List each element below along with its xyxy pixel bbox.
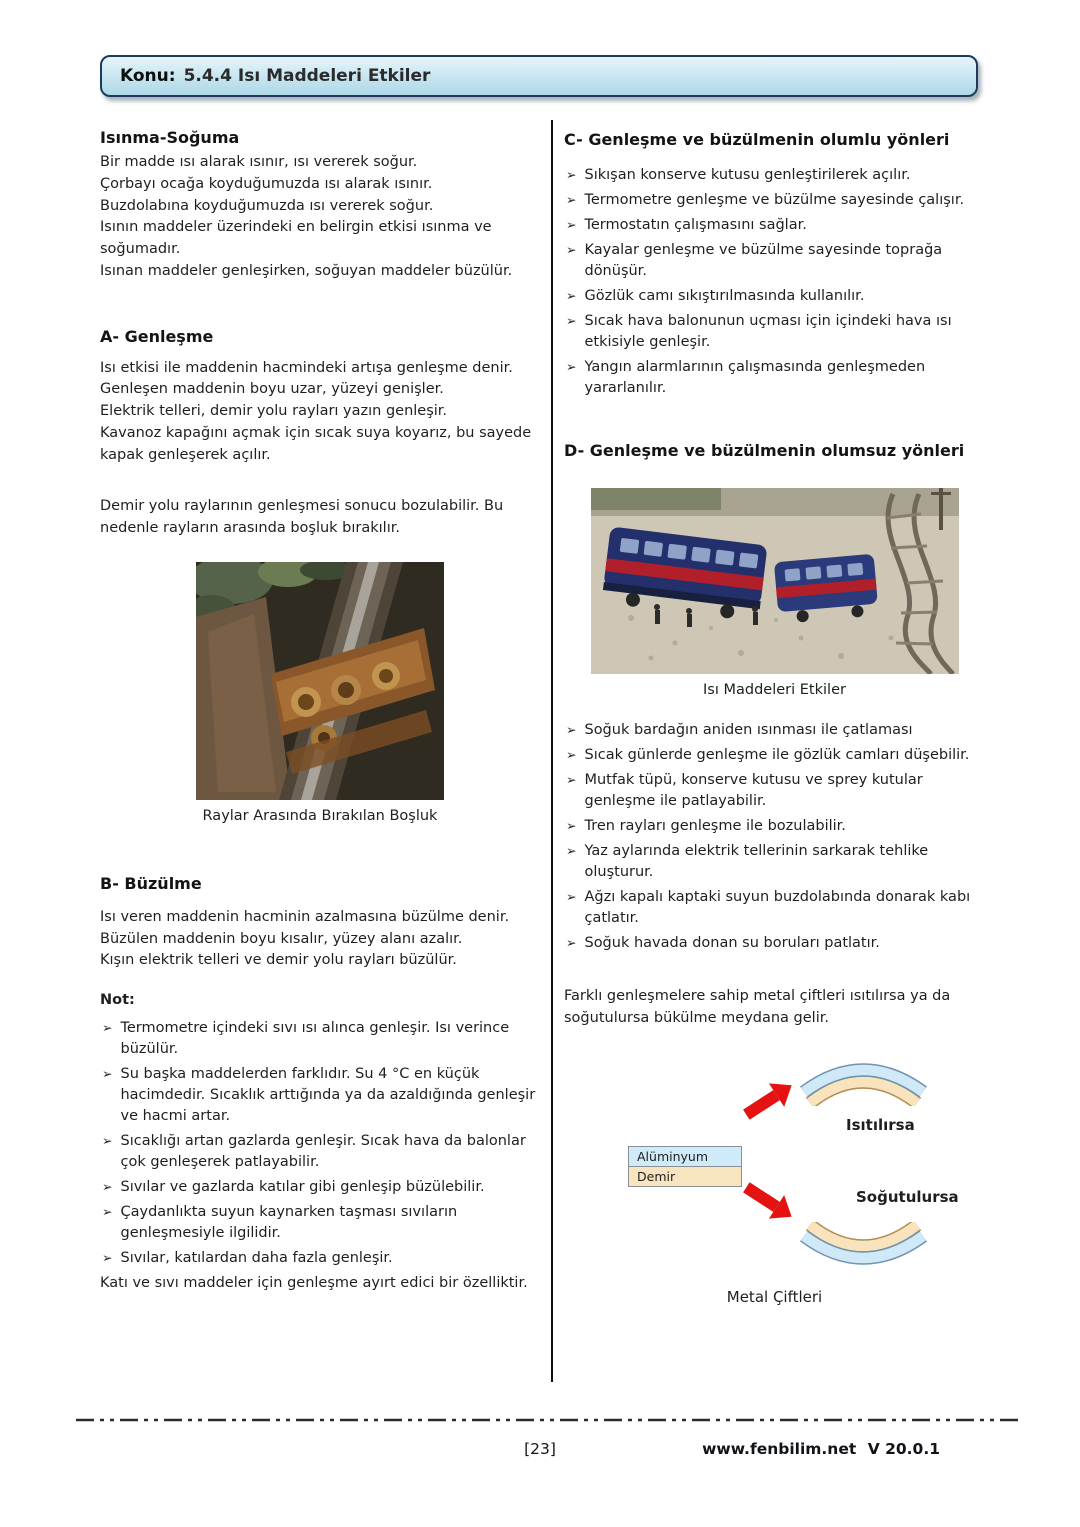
bullet-text: Sıkışan konserve kutusu genleştirilerek açılır. (584, 167, 911, 183)
bullet-text: Sıcak hava balonunun uçması için içindeki hava ısı etkisiyle genleşir. (584, 313, 952, 351)
page-number: [23] (524, 1440, 556, 1458)
arrow-bullet-icon: ➢ (566, 192, 577, 208)
bullet-text: Soğuk havada donan su boruları patlatır. (584, 935, 880, 952)
bimetal-intro-paragraph: Farklı genleşmelere sahip metal çiftleri ısıtılırsa ya da soğutulursa bükülme meydana gelir. (564, 988, 951, 1027)
derailed-train-illustration (591, 488, 959, 674)
legend-aluminum: Alüminyum (628, 1146, 742, 1167)
red-arrow-down-icon (740, 1180, 798, 1224)
text-line: Isınan maddeler genleşirken, soğuyan maddeler büzülür. (100, 262, 513, 279)
cooled-bimetal-arc (796, 1222, 931, 1280)
footer-dash-line (76, 1418, 1020, 1422)
arrow-bullet-icon: ➢ (102, 1178, 113, 1194)
section-negatives (564, 441, 985, 1030)
list-item (566, 720, 985, 741)
arrow-bullet-icon: ➢ (102, 1065, 113, 1081)
section-title: A- Genleşme (100, 326, 214, 346)
text-line: Isının maddeler üzerindeki en belirgin etkisi ısınma ve soğumadır. (100, 219, 492, 257)
arrow-bullet-icon: ➢ (566, 843, 577, 859)
bimetal-legend (628, 1146, 742, 1187)
arrow-bullet-icon: ➢ (566, 772, 577, 788)
text-line: Isı veren maddenin hacminin azalmasına büzülme denir. (100, 908, 510, 925)
section-warming-cooling (100, 128, 540, 283)
bullet-text: Termometre genleşme ve büzülme sayesinde çalışır. (584, 192, 965, 209)
text-line: Kavanoz kapağını açmak için sıcak suya koyarız, bu sayede kapak genleşerek açılır. (100, 424, 532, 463)
cooled-label: Soğutulursa (856, 1187, 959, 1206)
list-item (566, 165, 985, 186)
section-title: B- Büzülme (100, 873, 202, 893)
site-url: www.fenbilim.net (702, 1440, 857, 1458)
note-label: Not: (100, 992, 135, 1008)
section-expansion (100, 327, 540, 824)
list-item (566, 357, 985, 399)
list-item (102, 1131, 540, 1173)
list-item (566, 286, 985, 307)
train-photo-caption: Isı Maddeleri Etkiler (703, 682, 846, 699)
bullet-text: Yaz aylarında elektrik tellerinin sarkarak tehlike oluşturur. (584, 843, 929, 881)
arrow-bullet-icon: ➢ (102, 1203, 113, 1219)
rail-photo-caption: Raylar Arasında Bırakılan Boşluk (202, 807, 438, 824)
rail-gap-illustration (196, 562, 444, 800)
closing-statement: Katı ve sıvı maddeler için genleşme ayırt edici bir özelliktir. (100, 1274, 528, 1291)
rail-gap-photo (196, 562, 444, 800)
arrow-bullet-icon: ➢ (102, 1132, 113, 1148)
list-item (566, 745, 985, 766)
arrow-bullet-icon: ➢ (566, 217, 577, 233)
derailed-train-photo (591, 488, 959, 674)
list-item (102, 1018, 540, 1060)
left-column (100, 120, 540, 1382)
bullet-text: Su başka maddelerden farklıdır. Su 4 °C en küçük hacimdedir. Sıcaklık arttığında ya da azaldığında genleşir ve hacmi artar. (120, 1065, 536, 1124)
arrow-bullet-icon: ➢ (566, 889, 577, 905)
list-item (566, 816, 985, 837)
text-line: Bir madde ısı alarak ısınır, ısı vererek soğur. (100, 154, 418, 170)
list-item (566, 190, 985, 211)
topic-title: 5.4.4 Isı Maddeleri Etkiler (183, 66, 431, 86)
bimetal-caption: Metal Çiftleri (726, 1287, 823, 1306)
bullet-text: Termostatın çalışmasını sağlar. (584, 217, 807, 234)
site-version: V 20.0.1 (867, 1440, 940, 1458)
column-divider (551, 120, 553, 1382)
arrow-bullet-icon: ➢ (566, 167, 577, 182)
red-arrow-up-icon (740, 1078, 798, 1122)
bullet-text: Ağzı kapalı kaptaki suyun buzdolabında donarak kabı çatlatır. (584, 889, 971, 927)
right-column (564, 120, 985, 1382)
bullet-text: Sıvılar, katılardan daha fazla genleşir. (120, 1249, 393, 1266)
bullet-text: Mutfak tüpü, konserve kutusu ve sprey kutular genleşme ile patlayabilir. (584, 772, 923, 810)
list-item (102, 1202, 540, 1244)
list-item (566, 240, 985, 282)
heated-label: Isıtılırsa (846, 1115, 915, 1134)
section-contraction (100, 874, 540, 1295)
text-line: Kışın elektrik telleri ve demir yolu rayları büzülür. (100, 952, 457, 969)
bullet-text: Sıvılar ve gazlarda katılar gibi genleşip büzülebilir. (120, 1178, 485, 1195)
bullet-text: Çaydanlıkta suyun kaynarken taşması sıvıların genleşmesiyle ilgilidir. (120, 1203, 458, 1241)
text-line: Büzülen maddenin boyu kısalır, yüzey alanı azalır. (100, 930, 463, 947)
list-item (102, 1248, 540, 1269)
negatives-list (566, 720, 985, 954)
positives-list (566, 165, 985, 399)
list-item (566, 311, 985, 353)
arrow-bullet-icon: ➢ (566, 359, 577, 375)
topic-label: Konu: (120, 66, 176, 86)
list-item (566, 933, 985, 954)
text-line: Genleşen maddenin boyu uzar, yüzeyi genişler. (100, 381, 444, 398)
arrow-bullet-icon: ➢ (566, 818, 577, 834)
arrow-bullet-icon: ➢ (566, 935, 577, 951)
list-item (102, 1177, 540, 1198)
arrow-bullet-icon: ➢ (566, 242, 577, 258)
bullet-text: Gözlük camı sıkıştırılmasında kullanılır. (584, 288, 865, 305)
bullet-text: Sıcaklığı artan gazlarda genleşir. Sıcak hava da balonlar çok genleşerek patlayabilir. (120, 1132, 526, 1170)
topic-banner (100, 55, 978, 97)
bullet-text: Tren rayları genleşme ile bozulabilir. (584, 818, 846, 835)
list-item (566, 887, 985, 929)
arrow-bullet-icon: ➢ (102, 1249, 113, 1265)
list-item (566, 841, 985, 883)
bullet-text: Soğuk bardağın aniden ısınması ile çatlaması (584, 722, 913, 739)
text-line: Elektrik telleri, demir yolu rayları yazın genleşir. (100, 403, 448, 419)
section-title: C- Genleşme ve büzülmenin olumlu yönleri (564, 130, 950, 149)
text-line: Buzdolabına koyduğumuzda ısı vererek soğur. (100, 197, 434, 214)
arrow-bullet-icon: ➢ (566, 313, 577, 329)
two-column-layout (100, 120, 986, 1382)
text-line: Çorbayı ocağa koyduğumuzda ısı alarak ısınır. (100, 175, 433, 192)
section-positives (564, 130, 985, 399)
heated-bimetal-arc (796, 1048, 931, 1106)
footer (0, 1440, 1080, 1466)
bullet-text: Termometre içindeki sıvı ısı alınca genleşir. Isı verince büzülür. (120, 1019, 510, 1057)
arrow-bullet-icon: ➢ (566, 747, 577, 763)
section-title: Isınma-Soğuma (100, 128, 240, 147)
arrow-bullet-icon: ➢ (566, 288, 577, 304)
text-line: Isı etkisi ile maddenin hacmindeki artışa genleşme denir. (100, 359, 513, 376)
bullet-text: Yangın alarmlarının çalışmasında genleşmeden yararlanılır. (584, 359, 926, 397)
list-item (102, 1064, 540, 1127)
arrow-bullet-icon: ➢ (102, 1019, 113, 1035)
contraction-notes-list (102, 1018, 540, 1269)
legend-iron: Demir (628, 1166, 742, 1187)
list-item (566, 215, 985, 236)
section-title: D- Genleşme ve büzülmenin olumsuz yönleri (564, 441, 965, 461)
site-credit (696, 1440, 940, 1458)
expansion-note: Demir yolu raylarının genleşmesi sonucu bozulabilir. Bu nedenle rayların arasında boşluk bırakılır. (100, 498, 504, 536)
bimetal-diagram (564, 1046, 985, 1314)
arrow-bullet-icon: ➢ (566, 722, 577, 738)
bullet-text: Sıcak günlerde genleşme ile gözlük camları düşebilir. (584, 747, 970, 764)
bullet-text: Kayalar genleşme ve büzülme sayesinde toprağa dönüşür. (584, 242, 943, 280)
list-item (566, 770, 985, 812)
